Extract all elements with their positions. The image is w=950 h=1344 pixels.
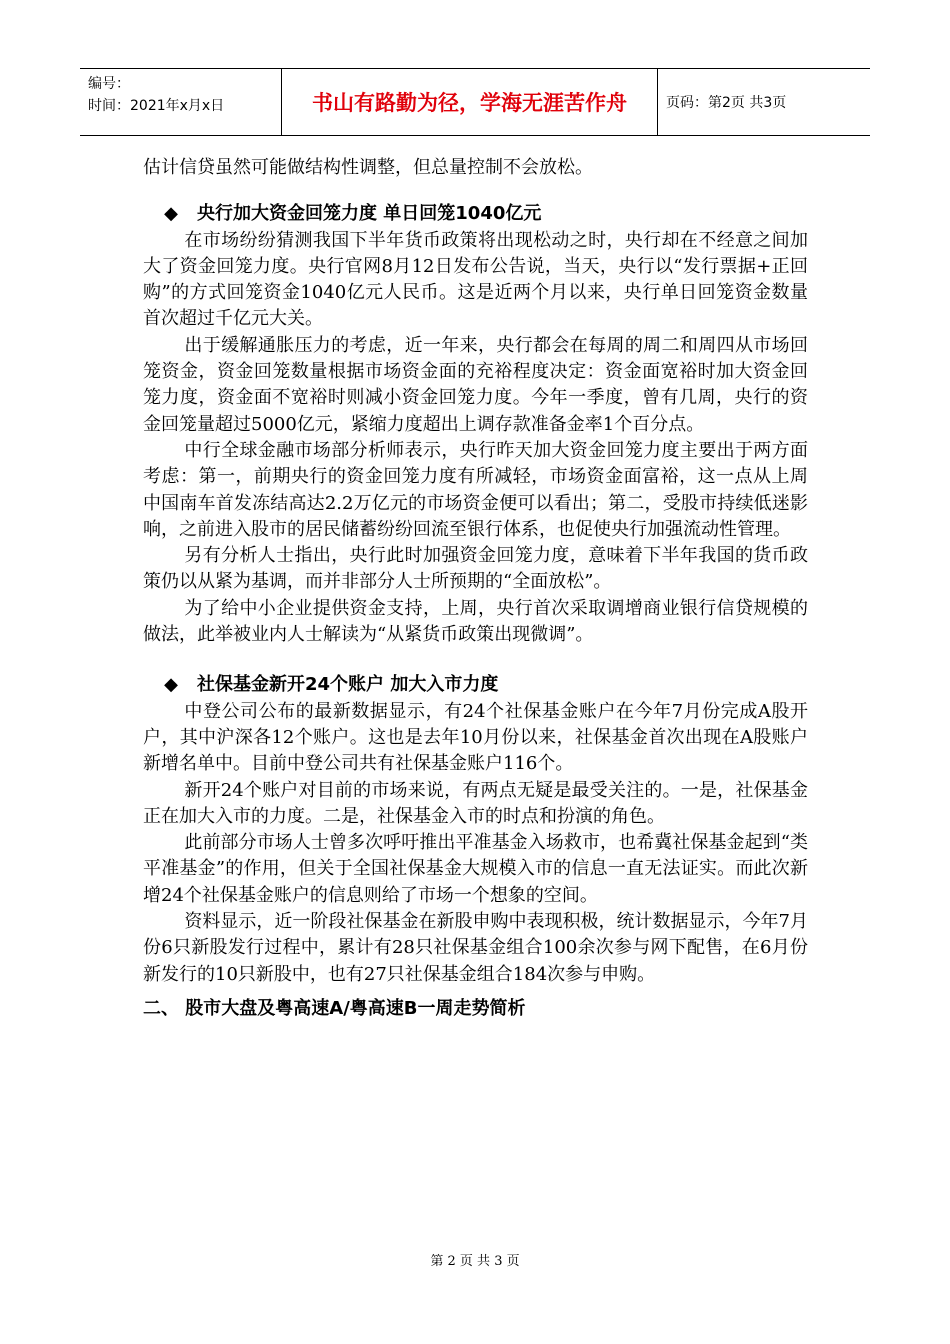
paragraph: 此前部分市场人士曾多次呼吁推出平准基金入场救市，也希冀社保基金起到“类平准基金”的作用，但关于全国社保基金大规模入市的信息一直无法证实。而此次新增24个社保基金账户的信息则给了市场一个想象的空间。 xyxy=(143,832,808,906)
section-heading-market: 二、 股市大盘及粤高速A/粤高速B一周走势简析 xyxy=(143,997,526,1019)
header-meta xyxy=(80,69,282,135)
header-page-info: 页码：第2页 共3页 xyxy=(666,95,787,111)
number-label: 编号： xyxy=(88,76,130,92)
section-title: 社保基金新开24个账户 加大入市力度 xyxy=(197,674,499,696)
time-label: 时间：2021年x月x日 xyxy=(88,98,225,114)
paragraph-continuation: 估计信贷虽然可能做结构性调整，但总量控制不会放松。 xyxy=(143,157,593,178)
document-body xyxy=(143,155,808,1022)
section-title: 央行加大资金回笼力度 单日回笼1040亿元 xyxy=(197,203,542,225)
paragraph: 出于缓解通胀压力的考虑，近一年来，央行都会在每周的周二和周四从市场回笼资金，资金回笼数量根据市场资金面的充裕程度决定：资金面宽裕时加大资金回笼力度，资金面不宽裕时则减小资金回笼力度。今年一季度，曾有几周，央行的资金回笼量超过5000亿元，紧缩力度超出上调存款准备金率1个百分点。 xyxy=(143,334,808,435)
section-heading-pboc xyxy=(143,201,808,227)
page-footer: 第 2 页 共 3 页 xyxy=(430,1254,520,1269)
paragraph: 新开24个账户对目前的市场来说，有两点无疑是最受关注的。一是，社保基金正在加大入市的力度。二是，社保基金入市的时点和扮演的角色。 xyxy=(143,779,808,827)
paragraph: 另有分析人士指出，央行此时加强资金回笼力度，意味着下半年我国的货币政策仍以从紧为基调，而并非部分人士所预期的“全面放松”。 xyxy=(143,545,808,593)
paragraph: 在市场纷纷猜测我国下半年货币政策将出现松动之时，央行却在不经意之间加大了资金回笼力度。央行官网8月12日发布公告说，当天，央行以“发行票据+正回购”的方式回笼资金1040亿元人民币。这是近两个月以来，央行单日回笼资金数量首次超过千亿元大关。 xyxy=(143,229,808,330)
header-motto: 书山有路勤为径，学海无涯苦作舟 xyxy=(282,69,658,135)
page-header xyxy=(80,68,870,136)
section-heading-social-fund xyxy=(143,672,808,698)
paragraph: 资料显示，近一阶段社保基金在新股申购中表现积极，统计数据显示，今年7月份6只新股发行过程中，累计有28只社保基金组合100余次参与网下配售，在6月份新发行的10只新股中，也有27只社保基金组合184次参与申购。 xyxy=(143,911,808,985)
diamond-bullet-icon: ◆ xyxy=(164,203,178,225)
diamond-bullet-icon: ◆ xyxy=(164,674,178,696)
paragraph: 中登公司公布的最新数据显示，有24个社保基金账户在今年7月份完成A股开户，其中沪深各12个账户。这也是去年10月份以来，社保基金首次出现在A股账户新增名单中。目前中登公司共有社保基金账户116个。 xyxy=(143,700,808,775)
paragraph: 为了给中小企业提供资金支持，上周，央行首次采取调增商业银行信贷规模的做法，此举被业内人士解读为“从紧货币政策出现微调”。 xyxy=(143,597,808,646)
paragraph: 中行全球金融市场部分析师表示，央行昨天加大资金回笼力度主要出于两方面考虑：第一，前期央行的资金回笼力度有所减轻，市场资金面富裕，这一点从上周中国南车首发冻结高达2.2万亿元的市场资金便可以看出；第二，受股市持续低迷影响，之前进入股市的居民储蓄纷纷回流至银行体系，也促使央行加强流动性管理。 xyxy=(143,439,808,540)
